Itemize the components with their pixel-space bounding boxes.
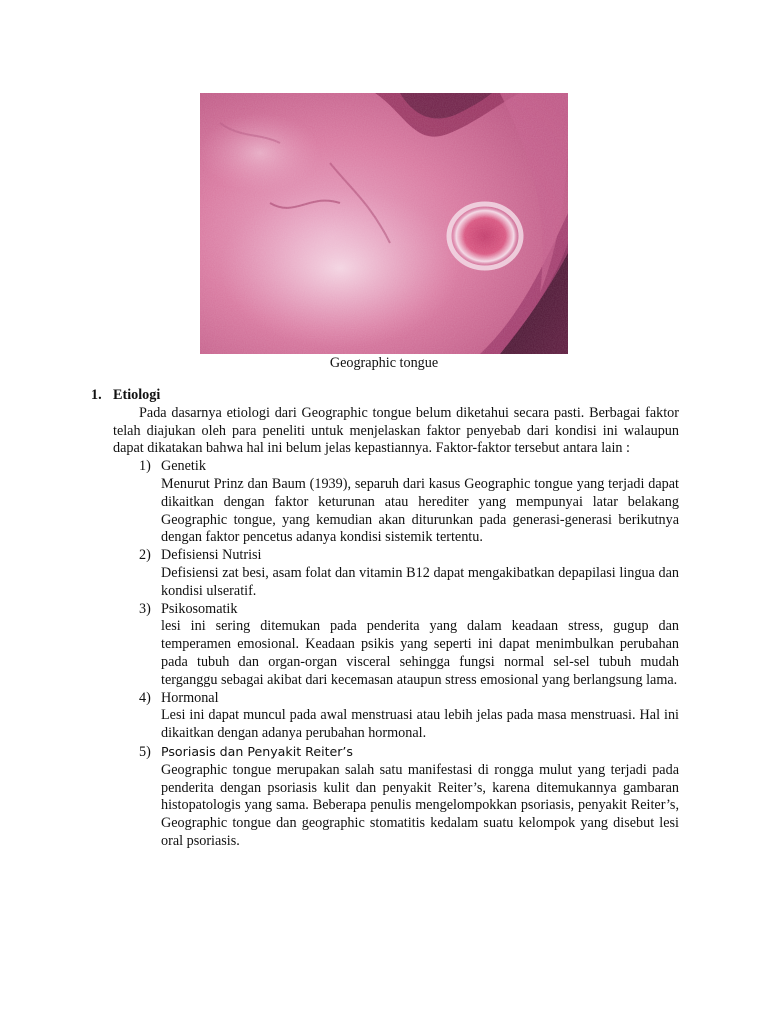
factor-heading [139,458,679,476]
factor-item [91,601,679,690]
factor-number: 5) [139,743,151,760]
factor-text: lesi ini sering ditemukan pada penderita yang dalam keadaan stress, gugup dan temperamen emosional. Keadaan psikis yang seperti ini dapat menimbulkan perubahan pada tubuh dan organ-organ visceral sehingga fungsi normal sel-sel tubuh mudah terganggu sebagai akibat dari kecemasan ataupun stress emosional yang berlangsung lama. [161,618,679,688]
factor-heading [139,601,679,619]
factor-item [91,690,679,743]
factor-heading [139,547,679,565]
factor-text: Defisiensi zat besi, asam folat dan vitamin B12 dapat mengakibatkan depapilasi lingua dan kondisi ulseratif. [161,564,679,599]
factor-title: Defisiensi Nutrisi [161,547,262,564]
factor-number: 2) [139,547,151,564]
factor-text: Geographic tongue merupakan salah satu manifestasi di rongga mulut yang terjadi pada penderita dengan psoriasis kulit dan penyakit Reiter’s, karena ditemukannya gambaran histopatologis yang sama. Beberapa penulis mengelompokkan psoriasis, penyakit Reiter’s, Geographic tongue dan geographic stomatitis kedalam suatu kelompok yang disebut lesi oral psoriasis. [161,761,679,849]
factor-heading [139,690,679,708]
tongue-photo [200,93,568,354]
factor-title: Psikosomatik [161,600,238,617]
section-heading [91,387,679,405]
etiology-section [91,387,679,851]
factor-text: Menurut Prinz dan Baum (1939), separuh dari kasus Geographic tongue yang terjadi dapat dikaitkan dengan faktor keturunan atau herediter yang mempunyai latar belakang Geographic tongue, yang kemudian akan diturunkan pada generasi-generasi berikutnya dengan faktor pencetus adanya kondisi sistemik tertentu. [161,475,679,546]
factor-number: 3) [139,600,151,617]
factor-title: Hormonal [161,689,219,706]
factor-number: 4) [139,689,151,706]
tongue-photo-image [200,93,568,354]
factor-title: Genetik [161,458,206,475]
section-intro: Pada dasarnya etiologi dari Geographic tongue belum diketahui secara pasti. Berbagai faktor telah diajukan oleh para peneliti untuk menjelaskan faktor penyebab dari kondisi ini walaupun dapat dikatakan bahwa hal ini belum jelas kepastiannya. Faktor-faktor tersebut antara lain : [113,404,679,457]
factor-number: 1) [139,458,151,475]
figure-caption: Geographic tongue [329,355,439,371]
factor-title: Psoriasis dan Penyakit Reiter’s [161,743,353,759]
factor-item [91,458,679,547]
section-title: Etiologi [113,387,161,403]
factor-heading [139,743,679,762]
factor-text: Lesi ini dapat muncul pada awal menstruasi atau lebih jelas pada masa menstruasi. Hal ini dikaitkan dengan adanya perubahan hormonal. [161,707,679,742]
factor-item [91,547,679,600]
section-number: 1. [91,387,102,403]
factor-item [91,743,679,851]
